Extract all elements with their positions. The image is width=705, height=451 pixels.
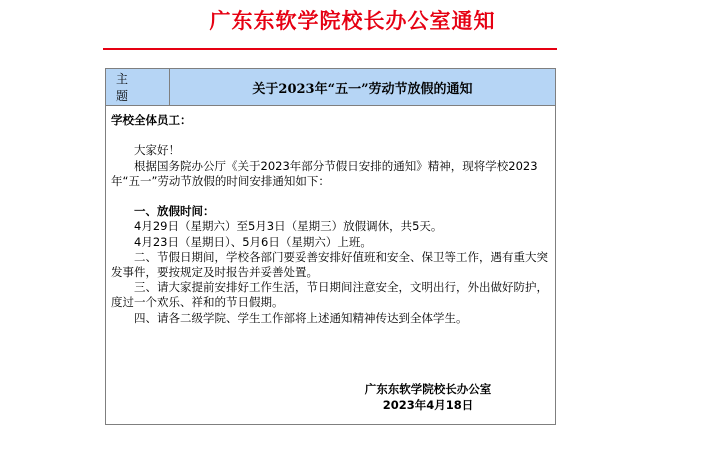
holiday-line: 4月29日（星期六）至5月3日（星期三）放假调休，共5天。 [134,219,443,234]
title-divider [103,48,557,50]
notice-box [105,68,556,425]
section1-title: 一、放假时间： [134,204,215,219]
office-title: 广东东软学院校长办公室通知 [209,9,496,33]
item-3: 三、请大家提前安排好工作生活，节日期间注意安全，文明出行，外出做好防护，度过一个欢乐、祥和的节日假期。 [111,280,548,310]
workday-line: 4月23日（星期日）、5月6日（星期六）上班。 [134,234,372,249]
signature-date: 2023年4月18日 [382,397,474,412]
signature-org: 广东东软学院校长办公室 [364,382,492,396]
item-4: 四、请各二级学院、学生工作部将上述通知精神传达到全体学生。 [134,310,468,325]
greeting: 大家好！ [134,143,180,158]
subject-row [106,69,555,106]
spacer [111,128,553,143]
signature-block [338,382,518,413]
subject-title: 关于2023年“五一”劳动节放假的通知 [170,69,555,105]
salutation: 学校全体员工： [111,113,192,127]
subject-label: 主 题 [106,69,170,105]
notice-body [111,113,553,326]
intro-paragraph: 根据国务院办公厅《关于2023年部分节假日安排的通知》精神，现将学校2023年“五一”劳动节放假的时间安排通知如下： [111,158,538,188]
item-2: 二、节假日期间，学校各部门要妥善安排好值班和安全、保卫等工作，遇有重大突发事件，要按规定及时报告并妥善处置。 [111,249,548,279]
spacer [111,189,553,204]
